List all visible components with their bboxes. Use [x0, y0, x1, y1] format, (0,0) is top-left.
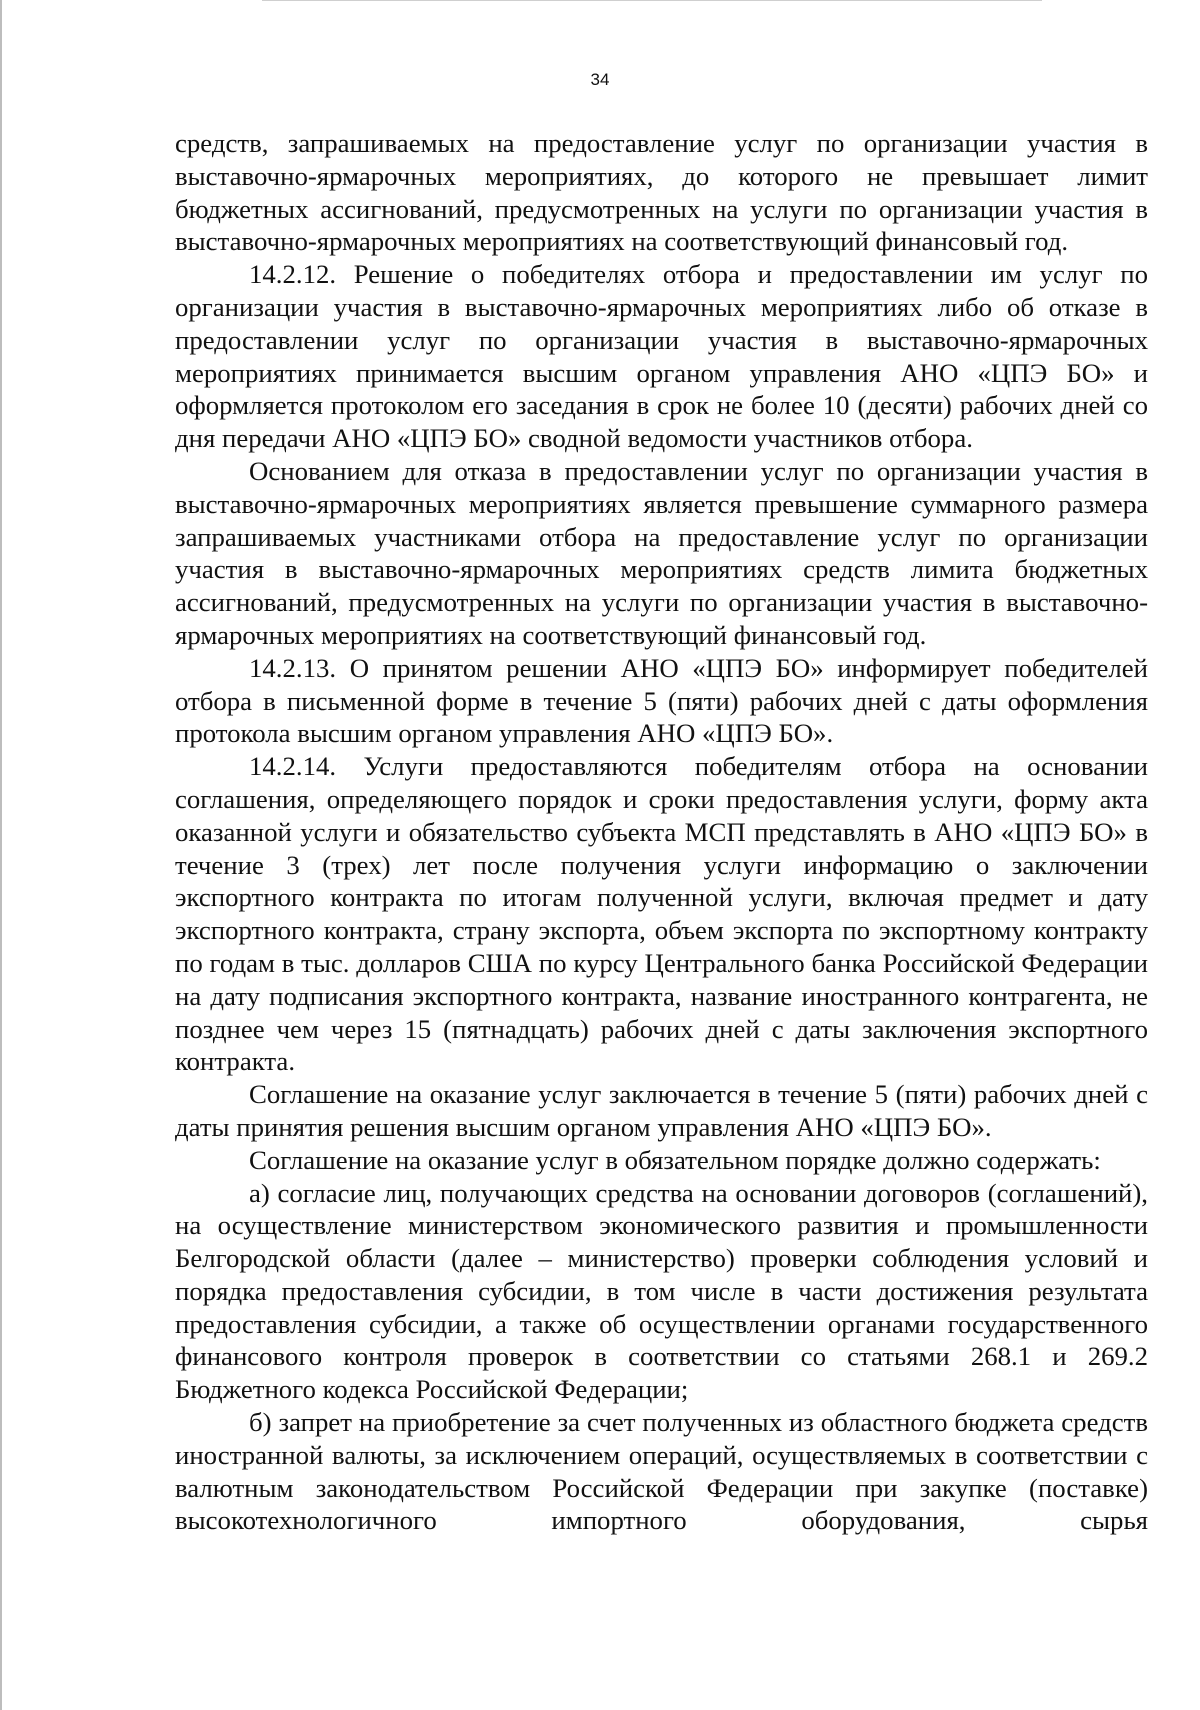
- paragraph-14-2-13: 14.2.13. О принятом решении АНО «ЦПЭ БО» информирует победителей отбора в письменной форме в течение 5 (пяти) рабочих дней с даты оформления протокола высшим органом управления АНО «ЦПЭ БО».: [175, 652, 1148, 749]
- scan-left-edge: [0, 0, 2, 1710]
- paragraph-14-2-12: 14.2.12. Решение о победителях отбора и предоставлении им услуг по организации участия в выставочно-ярмарочных мероприятиях либо об отказе в предоставлении услуг по организации участия в выставочно-ярмарочных мероприятиях принимается высшим органом управления АНО «ЦПЭ БО» и оформляется протоколом его заседания в срок не более 10 (десяти) рабочих дней со дня передачи АНО «ЦПЭ БО» сводной ведомости участников отбора.: [175, 259, 1148, 454]
- scan-top-line: [262, 0, 1042, 1]
- paragraph-14-2-14: 14.2.14. Услуги предоставляются победителям отбора на основании соглашения, определяющего порядок и сроки предоставления услуги, форму акта оказанной услуги и обязательство субъекта МСП представлять в АНО «ЦПЭ БО» в течение 3 (трех) лет после получения услуги информацию о заключении экспортного контракта по итогам полученной услуги, включая предмет и дату экспортного контракта, страну экспорта, объем экспорта по экспортному контракту по годам в тыс. долларов США по курсу Центрального банка Российской Федерации на дату подписания экспортного контракта, название иностранного контрагента, не позднее чем через 15 (пятнадцать) рабочих дней с даты заключения экспортного контракта.: [175, 751, 1148, 1077]
- paragraph-continuation: средств, запрашиваемых на предоставление услуг по организации участия в выставочно-ярмарочных мероприятиях, до которого не превышает лимит бюджетных ассигнований, предусмотренных на услуги по организации участия в выставочно-ярмарочных мероприятиях на соответствующий финансовый год.: [175, 128, 1148, 257]
- paragraph-item-b: б) запрет на приобретение за счет полученных из областного бюджета средств иностранной валюты, за исключением операций, осуществляемых в соответствии с валютным законодательством Российской Федерации при закупке (поставке) высокотехнологичного импортного оборудования, сырья: [175, 1407, 1148, 1536]
- paragraph-agreement-content: Соглашение на оказание услуг в обязательном порядке должно содержать:: [249, 1144, 1101, 1175]
- page-number: 34: [590, 70, 610, 89]
- paragraph-agreement-term: Соглашение на оказание услуг заключается в течение 5 (пяти) рабочих дней с даты принятия решения высшим органом управления АНО «ЦПЭ БО».: [175, 1079, 1148, 1142]
- paragraph-refusal-grounds: Основанием для отказа в предоставлении услуг по организации участия в выставочно-ярмарочных мероприятиях является превышение суммарного размера запрашиваемых участниками отбора на предоставление услуг по организации участия в выставочно-ярмарочных мероприятиях средств лимита бюджетных ассигнований, предусмотренных на услуги по организации участия в выставочно-ярмарочных мероприятиях на соответствующий финансовый год.: [175, 455, 1148, 650]
- document-body: [175, 127, 1148, 1537]
- paragraph-item-a: а) согласие лиц, получающих средства на основании договоров (соглашений), на осуществление министерством экономического развития и промышленности Белгородской области (далее – министерство) проверки соблюдения условий и порядка предоставления субсидии, в том числе в части достижения результата предоставления субсидии, а также об осуществлении органами государственного финансового контроля проверок в соответствии со статьями 268.1 и 269.2 Бюджетного кодекса Российской Федерации;: [175, 1177, 1148, 1405]
